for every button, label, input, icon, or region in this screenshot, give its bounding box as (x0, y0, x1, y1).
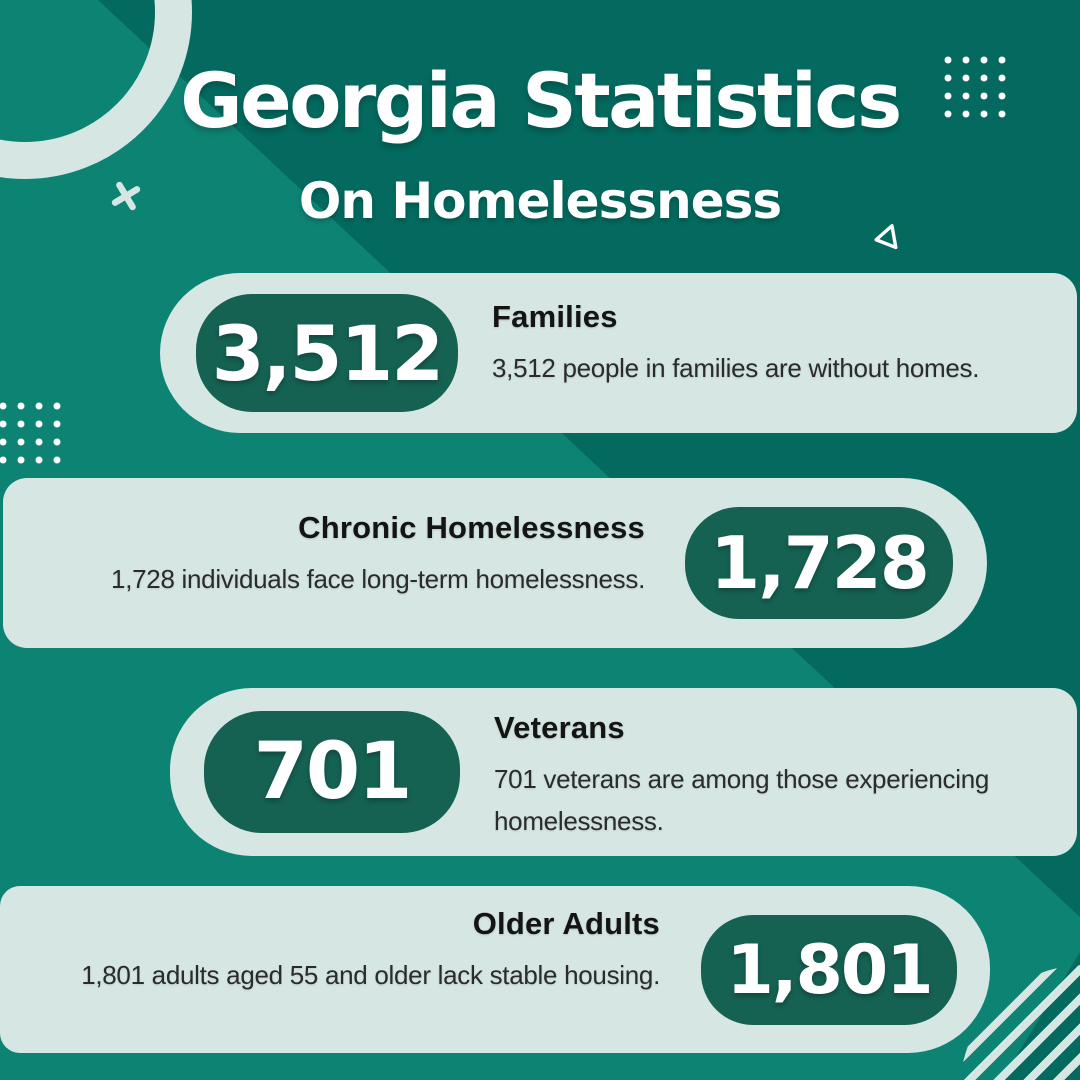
stat-label: Veterans (494, 710, 625, 745)
stat-value-pill (204, 711, 460, 833)
stat-texts (40, 906, 660, 996)
stat-card-families (160, 273, 1077, 433)
stat-label: Families (492, 299, 618, 334)
stat-description: 3,512 people in families are without homes. (492, 353, 980, 383)
stat-value: 1,801 (726, 930, 932, 1010)
stat-description: 1,801 adults aged 55 and older lack stable housing. (81, 960, 660, 990)
stat-value: 3,512 (211, 308, 443, 398)
stat-description: 1,728 individuals face long-term homelessness. (111, 564, 645, 594)
stat-card-chronic-homelessness (3, 478, 987, 648)
page-title: Georgia Statistics (180, 56, 900, 145)
stat-texts (45, 510, 645, 600)
stat-value-pill (701, 915, 957, 1025)
dots-grid-icon (0, 397, 66, 469)
stat-value: 701 (253, 727, 411, 817)
stat-value-pill (685, 507, 953, 619)
stat-texts (494, 710, 1054, 842)
stat-card-older-adults (0, 886, 990, 1053)
page-subtitle: On Homelessness (298, 172, 782, 230)
stat-value: 1,728 (710, 521, 928, 605)
stat-card-veterans (170, 688, 1077, 856)
stat-texts (492, 299, 1067, 389)
stat-label: Older Adults (472, 906, 660, 941)
stat-description: 701 veterans are among those experiencing homelessness. (494, 764, 990, 837)
stat-label: Chronic Homelessness (298, 510, 645, 545)
stat-value-pill (196, 294, 458, 412)
